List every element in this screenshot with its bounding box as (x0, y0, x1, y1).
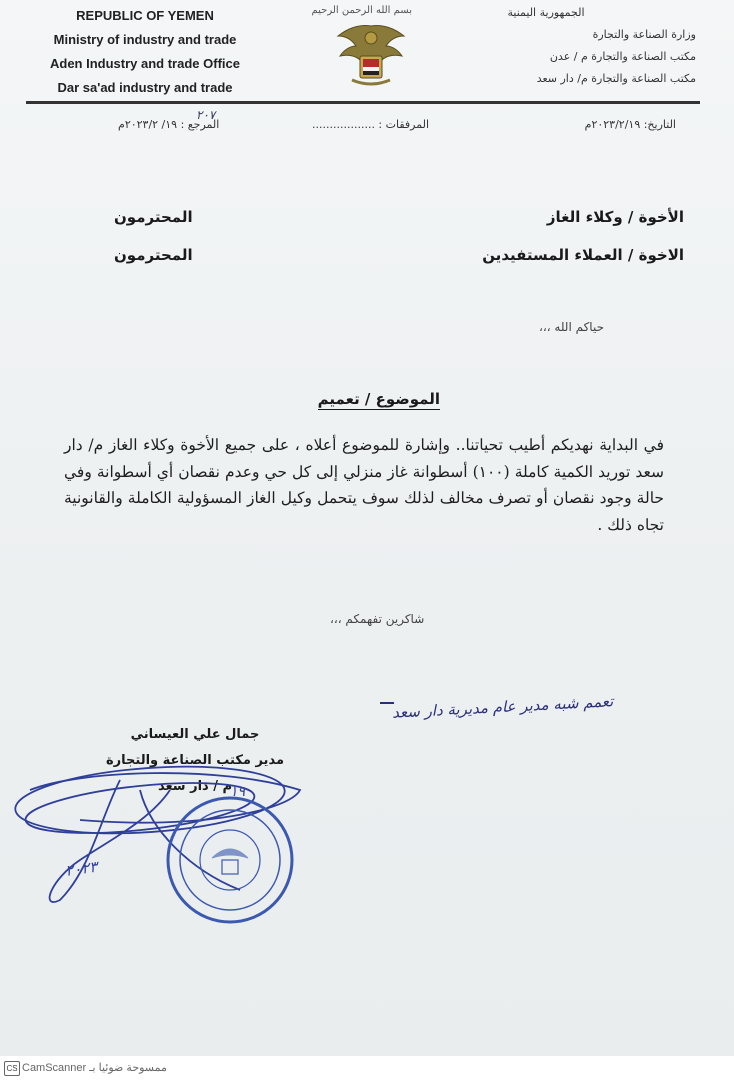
signature-and-stamp (0, 760, 340, 960)
english-letterhead (0, 4, 290, 100)
stamp-handwritten-year: ٢٠٢٣ (64, 857, 99, 880)
reference-number-handwritten: ٢٠٧ (196, 108, 216, 122)
signatory-location: م / دار سعد (157, 779, 233, 794)
addressee-to: الاخوة / العملاء المستفيدين (482, 246, 684, 264)
header-divider (26, 101, 700, 104)
arabic-letterhead (456, 2, 696, 90)
letterhead-line: Dar sa'ad industry and trade (57, 80, 233, 95)
addressee-honorific: المحترمون (114, 246, 193, 264)
letterhead-line: Aden Industry and trade Office (50, 56, 240, 71)
stamp-handwritten-date: ١٩ (230, 784, 246, 800)
letterhead-line: وزارة الصناعة والتجارة (592, 28, 696, 41)
letterhead-line: Ministry of industry and trade (53, 32, 237, 47)
scanner-caption: CamScanner ممسوحة ضوئيا بـ (22, 1062, 167, 1074)
letterhead-line: مكتب الصناعة والتجارة م/ دار سعد (536, 72, 696, 85)
emblem-block (311, 4, 412, 94)
greeting: حياكم الله ،،، (538, 320, 604, 334)
reference-field: المرجع : ١٩/ ٢٠٢٣/٢م (118, 118, 220, 131)
letterhead-line: الجمهورية اليمنية (507, 6, 585, 19)
subject-line (300, 390, 440, 408)
signatory-name: جمال علي العيساني (130, 727, 260, 742)
scanner-footer (0, 1056, 734, 1080)
subject-text: الموضوع / تعميم (317, 390, 440, 408)
body-paragraph: في البداية نهديكم أطيب تحياتنا.. وإشارة للموضوع أعلاه ، على جميع الأخوة وكلاء الغاز م/ دار سعد توريد الكمية كاملة (١٠٠) أسطوانة غاز منزلي إلى كل حي وعدم نقصان أي أسطوانة وفي حالة وجود نقصان أو تصرف مخالف لذلك سوف يتحمل وكيل الغاز المسؤولية الكاملة والقانونية تجاه ذلك . (64, 436, 664, 534)
letterhead-line: REPUBLIC OF YEMEN (76, 8, 214, 23)
attachments-field: المرفقات : .................. (312, 118, 430, 131)
signature-scribble (13, 760, 300, 902)
letterhead-line: مكتب الصناعة والتجارة م / عدن (549, 50, 696, 63)
closing-text: شاكرين تفهمكم ،،، (330, 612, 425, 626)
basmala-text: بسم الله الرحمن الرحيم (311, 5, 412, 16)
handwritten-note: تعمم شبه مدير عام مديرية دار سعد (391, 692, 614, 722)
handwritten-dash (380, 702, 394, 704)
date-field: التاريخ: ٢٠٢٣/٢/١٩م (584, 118, 676, 131)
addressee-to: الأخوة / وكلاء الغاز (546, 208, 684, 226)
eagle-emblem-icon (330, 18, 412, 90)
addressee-honorific: المحترمون (114, 208, 193, 226)
signatory-title: مدير مكتب الصناعة والتجارة (105, 753, 284, 768)
camscanner-logo-icon: CS (4, 1061, 20, 1076)
